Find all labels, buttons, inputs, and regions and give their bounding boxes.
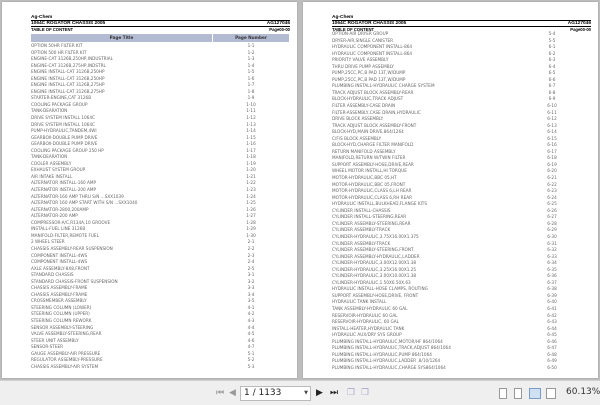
prev-page-icon[interactable]: ◀ <box>229 388 236 398</box>
toc-entry-title: RETURN MANIFOLD ASSEMBLY <box>332 148 396 154</box>
toc-entry-page: 4-1 <box>247 304 255 310</box>
toc-entry-page: 6-43 <box>547 319 557 325</box>
toc-entry-title: CYLINDER-HYDRAULIC,3.00X10.00X1.38 <box>332 273 417 279</box>
toc-entry-title: RESERVOIR-HYDRAULIC, 60 GAL <box>332 319 399 325</box>
toc-entry-title: SUPPORT ASSEMBLY-HOSE,DRIVE, FRONT <box>332 292 419 298</box>
toc-entry-page: 1-29 <box>246 226 256 232</box>
toc-entry-title: ALTERNATOR 160 AMP START WITH S/N ...SXX1040 <box>31 200 138 206</box>
toc-entry-title: THRU DRIVE PUMP ASSEMBLY <box>332 63 394 69</box>
toc-entry-page: 6-30 <box>547 233 557 239</box>
toc-entry-title: REGULATOR ASSEMBLY-PRESSURE <box>31 357 103 363</box>
table-header <box>31 34 289 42</box>
toc-entry-page: 6-2 <box>548 50 556 56</box>
toc-entry-page: 1-30 <box>246 232 256 238</box>
toc-entry-title: 2 WHEEL STEER <box>31 239 65 245</box>
single-page-icon[interactable] <box>499 388 507 399</box>
toc-entry-page: 6-18 <box>547 155 557 161</box>
toc-entry-page: 6-48 <box>547 351 557 357</box>
toc-entry-page: 6-4 <box>548 63 556 69</box>
toc-entry-page: 6-44 <box>547 325 557 331</box>
toc-entry-page: 1-1 <box>247 43 255 48</box>
toc-entry-page: 6-39 <box>547 292 557 298</box>
page-field-value: 1 / 1133 <box>244 388 282 398</box>
toc-entry-title: CHASSIS ASSEMBLY-AIR SYSTEM <box>31 363 99 369</box>
toc-entry-title: BLOCK-HYDRAULIC,TRACK ADJUST <box>332 96 404 102</box>
toc-entry-page: 6-10 <box>547 103 557 109</box>
toc-entry-page: 6-36 <box>547 273 557 279</box>
toc-entry-page: 1-24 <box>246 193 256 199</box>
toc-entry-page: 1-10 <box>246 101 256 107</box>
toc-entry-title: HYDRAULIC AUX/DRY SYS GROUP <box>332 332 402 338</box>
toc-entry-page: 4-6 <box>247 337 255 343</box>
toc-entry-title: MANIFOLD-FILTER,REMOTE FUEL <box>31 232 99 238</box>
toc-entry-title: STEER UNIT ASSEMBLY <box>31 337 79 343</box>
toc-entry-page: 4-2 <box>247 311 255 317</box>
toc-entry-page: 6-38 <box>547 286 557 292</box>
toc-entry-title: BLOCK-HYD,MAIN DRIVE,864/1264 <box>332 129 404 135</box>
continuous-icon[interactable] <box>514 388 522 399</box>
toc-entry-page: 5-2 <box>247 357 255 363</box>
toc-entry-page: 2-4 <box>247 259 255 265</box>
toc-entry-title: OPTION 50HR FILTER KIT <box>31 43 83 48</box>
toc-entry-title: ALTERNATOR-2800,200AMP <box>31 206 89 212</box>
toc-entry-title: TRACK ADJUST BLOCK ASSEMBLY-REAR <box>332 89 414 95</box>
toc-label: TABLE OF CONTENT <box>332 27 375 32</box>
prev-view-icon[interactable]: ❐ <box>347 388 356 398</box>
toc-entry-title: HYDRAULIC COMPONENT INSTALL-864 <box>332 44 413 50</box>
toc-entry-page: 5-1 <box>247 350 255 356</box>
continuous-facing-icon[interactable] <box>546 388 556 399</box>
chevron-down-icon[interactable]: ▼ <box>304 390 308 396</box>
toc-entry-page: 6-7 <box>548 83 556 89</box>
toc-entry-page: 6-25 <box>547 201 557 207</box>
toc-entry-title: CYLINDER-HYDRAULIC,1.50X6.50X.63 <box>332 279 411 285</box>
toc-entry-title: TRACK ADJUST BLOCK ASSEMBLY-FRONT <box>332 122 417 128</box>
toc-entry-page: 6-29 <box>547 227 557 233</box>
last-page-icon[interactable]: ⏭ <box>330 388 339 398</box>
toc-entry-title: COOLER ASSEMBLY <box>31 160 72 166</box>
toc-entry-page: 2-2 <box>247 245 255 251</box>
toc-entry-title: SUPPORT ASSEMBLY-HOSE,DRIVE,REAR <box>332 161 414 167</box>
toc-entry-page: 6-46 <box>547 338 557 344</box>
toc-entry-page: 6-49 <box>547 358 557 364</box>
toc-entry-page: 6-35 <box>547 266 557 272</box>
toc-entry-title: CYLINDER-HYDRAULIC,3.25X16.00X1.25 <box>332 266 417 272</box>
toc-entry-page: 6-15 <box>547 135 557 141</box>
facing-icon[interactable] <box>529 388 541 399</box>
toc-entry-page: 1-28 <box>246 219 256 225</box>
toc-entry-page: 6-41 <box>547 305 557 311</box>
toc-entry-page: 6-27 <box>547 214 557 220</box>
col-page-number: Page Number <box>235 35 267 40</box>
toc-list-left <box>31 43 289 370</box>
toc-entry-title: DRYER-AIR,SINGLE CANISTER <box>332 37 394 43</box>
toc-entry-page: 4-4 <box>247 324 255 330</box>
company-name: Ag-Chem <box>31 15 53 20</box>
toc-entry-title: DRIVE SYSTEM INSTALL 1064C <box>31 121 95 127</box>
toc-entry-page: 1-14 <box>246 128 256 134</box>
toc-entry-title: PUMP,25CC,PC,B PAD 13T,W/DUMP <box>332 70 406 76</box>
toc-entry-title: CHASSIS ASSEMBLY-FRAME <box>31 291 88 297</box>
toc-entry-page: 4-7 <box>247 344 255 350</box>
toc-entry-title: SENSOR ASSEMBLY-STEERING <box>31 324 94 330</box>
toc-entry-page: 6-21 <box>547 175 557 181</box>
toc-entry-title: CYLINDER INSTALL-CHASSIS <box>332 207 391 213</box>
toc-entry-title: PLUMBING INSTALL-HYDRAULIC,LADDER ,8/10/1264 <box>332 358 441 364</box>
toc-entry-page: 6-11 <box>547 109 557 115</box>
toc-entry-title: ALTERNATOR INSTALL-200 AMP <box>31 187 97 193</box>
toc-entry-title: MOTOR-HYDRAULIC,BBC 05,HT <box>332 175 397 181</box>
toc-entry-title: COOLING PACKAGE GROUP 250 HP <box>31 147 104 153</box>
toc-entry-page: 6-6 <box>548 76 556 82</box>
toc-entry-title: PLUMBING INSTALL-HYDRAULIC,TRACK,ADJUST 864/1064 <box>332 345 451 351</box>
toc-entry-page: 6-14 <box>547 129 557 135</box>
toc-entry-title: OPTION-AIR DRYER GROUP <box>332 31 389 36</box>
toc-entry-page: 6-33 <box>547 253 557 259</box>
toc-entry-page: 1-6 <box>247 75 255 81</box>
toc-entry-page: 1-5 <box>247 69 255 75</box>
toc-entry-title: STEERING COLUMN (UPPER) <box>31 311 90 317</box>
toc-entry-title: PLUMBING INSTALL-HYDRAULIC,CHARGE SYS864/1064 <box>332 364 446 370</box>
toc-entry-title: PUMP-HYDRAULIC,TANDEM,4WI <box>31 128 97 134</box>
toc-entry-title: ENGINE INSTALL-CAT 3126B,275HP <box>31 88 105 94</box>
next-view-icon[interactable]: ❐ <box>361 388 370 398</box>
toc-entry-title: TANK-DEARATION <box>31 108 68 114</box>
toc-entry-page: 6-12 <box>547 116 557 122</box>
toc-entry-title: ENGINE INSTALL-CAT 3126B,250HP <box>31 75 105 81</box>
toc-entry-page: 1-17 <box>246 147 256 153</box>
toc-entry-page: 6-8 <box>548 89 556 95</box>
toc-row[interactable] <box>31 364 289 371</box>
toc-entry-title: OPTION 500 HR FILTER KIT <box>31 49 87 55</box>
toc-entry-page: 1-16 <box>246 141 256 147</box>
toc-entry-page: 2-3 <box>247 252 255 258</box>
toc-entry-page: 5-3 <box>247 363 255 369</box>
toc-row[interactable] <box>332 365 590 372</box>
toc-entry-title: ENGINE INSTALL-CAT 3126B,275HP <box>31 82 105 88</box>
toc-entry-title: HYDRAULIC INSTALL-HOSE CLAMPS, ROUTING <box>332 286 428 292</box>
toc-entry-page: 1-2 <box>247 49 255 55</box>
toc-entry-title: COOLING PACKAGE GROUP <box>31 101 88 107</box>
toc-entry-title: PUMP,25CC,PC,B PAD 13T,W/DUMP <box>332 76 406 82</box>
toc-entry-title: FILTER-ASSEMBLY,CASE DRAIN,HYDRAULIC <box>332 109 421 115</box>
page-header <box>332 15 591 32</box>
toc-entry-title: GEARBOX-DOUBLE PUMP DRIVE <box>31 141 98 147</box>
page-header <box>31 15 290 32</box>
toc-entry-page: 1-26 <box>246 206 256 212</box>
toc-entry-page: 1-25 <box>246 200 256 206</box>
toc-entry-title: MOTOR-HYDRAULIC,BBC 05,FRONT <box>332 181 406 187</box>
toc-entry-title: STEERING COLUMN REWORK <box>31 317 92 323</box>
toc-entry-page: 1-27 <box>246 213 256 219</box>
toc-entry-page: 2-1 <box>247 239 255 245</box>
toc-entry-title: COMPRESSOR-A/C,R134A,10 GROOVE <box>31 219 111 225</box>
toc-entry-title: CHASSIS ASSEMBLY-FRAME <box>31 285 88 291</box>
toc-entry-page: 6-20 <box>547 168 557 174</box>
toc-entry-page: 3-2 <box>247 278 255 284</box>
toc-entry-title: HYDRAULIC TANK INSTALL <box>332 299 387 305</box>
toc-entry-title: CYLINDER ASSEMBLY-TRACK <box>332 240 391 246</box>
toc-entry-page: 1-18 <box>246 154 256 160</box>
toc-entry-title: PLUMBING INSTALL-HYDRAULIC,MOTOR/HF 864/1064 <box>332 338 443 344</box>
page-number-input[interactable] <box>240 386 311 401</box>
toc-entry-page: 1-21 <box>246 173 256 179</box>
toc-entry-title: AIR INTAKE INSTALL <box>31 173 73 179</box>
toc-entry-title: COMPONENT INSTALL-4WS <box>31 259 88 265</box>
toc-entry-title: ALTERNATOR INSTALL-160 AMP <box>31 180 97 186</box>
doc-number: AG127046 <box>266 21 290 26</box>
next-page-icon[interactable]: ▶ <box>316 388 323 398</box>
toc-entry-page: 3-3 <box>247 285 255 291</box>
toc-list-right <box>332 31 590 371</box>
toc-entry-page: 6-22 <box>547 181 557 187</box>
toc-entry-page: 1-13 <box>246 121 256 127</box>
toc-entry-title: STARTER-ENGINE,CAT 3126B <box>31 95 92 101</box>
zoom-level[interactable]: 60.13% <box>566 387 600 397</box>
toc-entry-title: CYLINDER ASSEMBLY-TRACK <box>332 227 391 233</box>
toc-entry-page: 6-28 <box>547 220 557 226</box>
first-page-icon[interactable]: ⏮ <box>216 388 225 398</box>
toc-entry-title: DRIVE BLOCK ASSEMBLY <box>332 116 384 122</box>
toc-entry-title: RESERVOIR-HYDRAULIC 60 GAL <box>332 312 398 318</box>
toc-entry-page: 1-4 <box>247 62 255 68</box>
toc-entry-title: CHASSIS ASSEMBLY-REAR SUSPENSION <box>31 245 113 251</box>
toc-entry-page: 1-15 <box>246 134 256 140</box>
toc-entry-page: 6-45 <box>547 332 557 338</box>
toc-entry-page: 6-24 <box>547 194 557 200</box>
toc-entry-title: ALTERNATOR-160 AMP THRU S/N ...SXX1039 <box>31 193 124 199</box>
toc-entry-page: 1-7 <box>247 82 255 88</box>
toc-entry-page: 1-20 <box>246 167 256 173</box>
toc-entry-title: BLOCK-HYD,CHARGE FILTER MANIFOLD <box>332 142 414 148</box>
toc-entry-page: 5-5 <box>548 37 556 43</box>
toc-entry-title: ENGINE-CAT 3126B,275HP,INDSTRL <box>31 62 106 68</box>
toc-entry-title: VALVE ASSEMBLY-STEERING,REAR <box>31 331 102 337</box>
toc-entry-page: 6-1 <box>548 44 556 50</box>
toc-label: TABLE OF CONTENT <box>31 27 74 32</box>
toc-entry-page: 6-19 <box>547 161 557 167</box>
toc-entry-page: 1-8 <box>247 88 255 94</box>
toc-entry-title: AXLE ASSEMBLY-8X8,FRONT <box>31 265 90 271</box>
toc-entry-title: ENGINE INSTALL-CAT 3126B,250HP <box>31 69 105 75</box>
toc-entry-title: ALTERNATOR-200 AMP <box>31 213 78 219</box>
toc-entry-page: 6-50 <box>547 364 557 370</box>
toc-entry-title: COMPONENT INSTALL-4WS <box>31 252 88 258</box>
toc-entry-page: 6-3 <box>548 57 556 63</box>
toc-entry-title: GEARBOX-DOUBLE PUMP DRIVE <box>31 134 98 140</box>
toc-entry-page: 5-4 <box>548 31 556 36</box>
toc-entry-page: 6-5 <box>548 70 556 76</box>
toc-entry-page: 4-5 <box>247 331 255 337</box>
page-ref: Page00-00 <box>570 27 591 32</box>
toc-entry-page: 1-22 <box>246 180 256 186</box>
toc-entry-page: 1-9 <box>247 95 255 101</box>
toc-entry-page: 1-11 <box>246 108 256 114</box>
toc-entry-title: GAUGE ASSEMBLY-AIR PRESSURE <box>31 350 101 356</box>
toc-entry-title: DRIVE SYSTEM INSTALL 1064C <box>31 115 95 121</box>
toc-entry-page: 1-19 <box>246 160 256 166</box>
toc-entry-page: 6-26 <box>547 207 557 213</box>
toc-entry-page: 6-37 <box>547 279 557 285</box>
doc-title: 1064C ROGATOR CHASSIS 2005 <box>332 21 407 26</box>
toc-entry-title: CYLINDER ASSEMBLY-STEERING,REAR <box>332 220 411 226</box>
toc-entry-page: 1-12 <box>246 115 256 121</box>
toc-entry-title: FILTER ASSEMBLY-CASE DRAIN <box>332 103 396 109</box>
toc-entry-title: CYLINDER INSTALL-STEERING,REAR <box>332 214 407 220</box>
toc-entry-title: PLUMBING INSTALL-HYDRAULIC CHARGE SYSTEM <box>332 83 435 89</box>
toc-entry-page: 6-17 <box>547 148 557 154</box>
toc-entry-title: STANDARD CHASSIS <box>31 272 74 278</box>
toc-entry-title: MANIFOLD,RETURN W/TWIN FILTER <box>332 155 406 161</box>
doc-title: 1064C ROGATOR CHASSIS 2005 <box>31 21 106 26</box>
toc-entry-page: 4-3 <box>247 317 255 323</box>
toc-entry-page: 6-13 <box>547 122 557 128</box>
toc-entry-page: 3-4 <box>247 291 255 297</box>
pdf-page-left <box>2 2 297 378</box>
toc-entry-title: INSTALL-HEATER,HYDRAULIC TANK <box>332 325 405 331</box>
toc-entry-page: 3-1 <box>247 272 255 278</box>
toc-entry-title: CYLINDER-HYDRAULIC,3.00X12.00X1.38 <box>332 260 417 266</box>
page-ref: Page00-00 <box>269 27 290 32</box>
pdf-page-right <box>303 2 598 378</box>
toc-entry-title: CROSSMEMBER ASSEMBLY <box>31 298 87 304</box>
toc-entry-title: CYLINDER-HYDRAULIC,3.75X16.00X1.375 <box>332 233 419 239</box>
toc-entry-title: C/F/S BLOCK ASSEMBLY <box>332 135 382 141</box>
toc-entry-page: 3-5 <box>247 298 255 304</box>
toc-entry-page: 6-40 <box>547 299 557 305</box>
toc-entry-title: HYDRAULIC INSTALL,BULKHEAD,FLANGE KITS <box>332 201 428 207</box>
toc-entry-page: 6-16 <box>547 142 557 148</box>
toc-entry-title: TANK-DEARATION <box>31 154 68 160</box>
toc-entry-page: 6-31 <box>547 240 557 246</box>
toc-entry-page: 6-34 <box>547 260 557 266</box>
toc-entry-title: EXHAUST SYSTEM GROUP <box>31 167 86 173</box>
toc-entry-title: PRIORITY VALVE ASSEMBLY <box>332 57 389 63</box>
toc-entry-page: 1-23 <box>246 187 256 193</box>
toc-entry-page: 1-3 <box>247 56 255 62</box>
toc-entry-title: CYLINDER ASSEMBLY-STEERING,FRONT <box>332 247 414 253</box>
toc-entry-title: MOTOR-HYDRAULIC,CLASS 6,RH REAR <box>332 194 413 200</box>
toc-entry-page: 2-5 <box>247 265 255 271</box>
col-page-title: Page Title <box>31 34 213 42</box>
toc-entry-title: ENGINE-CAT 3126B,250HP,INDUSTRIAL <box>31 56 113 62</box>
toc-entry-page: 6-9 <box>548 96 556 102</box>
company-name: Ag-Chem <box>332 15 354 20</box>
toc-entry-title: CYLINDER ASSEMBLY-HYDRAULIC,LADDER <box>332 253 420 259</box>
toc-entry-title: TANK ASSEMBLY-HYDRAULIC 60 GAL <box>332 305 408 311</box>
doc-number: AG127046 <box>567 21 591 26</box>
toc-entry-page: 6-23 <box>547 188 557 194</box>
toc-entry-title: SENSOR-STEER <box>31 344 64 350</box>
toc-entry-title: MOTOR-HYDRAULIC,CLASS 6,LH REAR <box>332 188 412 194</box>
toc-entry-title: STEERING COLUMN (LOWER) <box>31 304 92 310</box>
toc-entry-title: HYDRAULIC COMPONENT INSTALL-864 <box>332 50 413 56</box>
toc-entry-title: WHEEL MOTOR INSTALL,HI TORQUE <box>332 168 407 174</box>
toc-entry-page: 6-47 <box>547 345 557 351</box>
toc-entry-title: INSTALL-FUEL LINE 3126B <box>31 226 86 232</box>
toc-entry-title: STANDARD CHASSIS-FRONT SUSPENSION <box>31 278 118 284</box>
toc-entry-title: PLUMBING INSTALL-HYDRAULIC,PUMP 864/1064 <box>332 351 432 357</box>
toc-entry-page: 6-32 <box>547 247 557 253</box>
toc-entry-page: 6-42 <box>547 312 557 318</box>
viewer-toolbar <box>0 380 600 405</box>
